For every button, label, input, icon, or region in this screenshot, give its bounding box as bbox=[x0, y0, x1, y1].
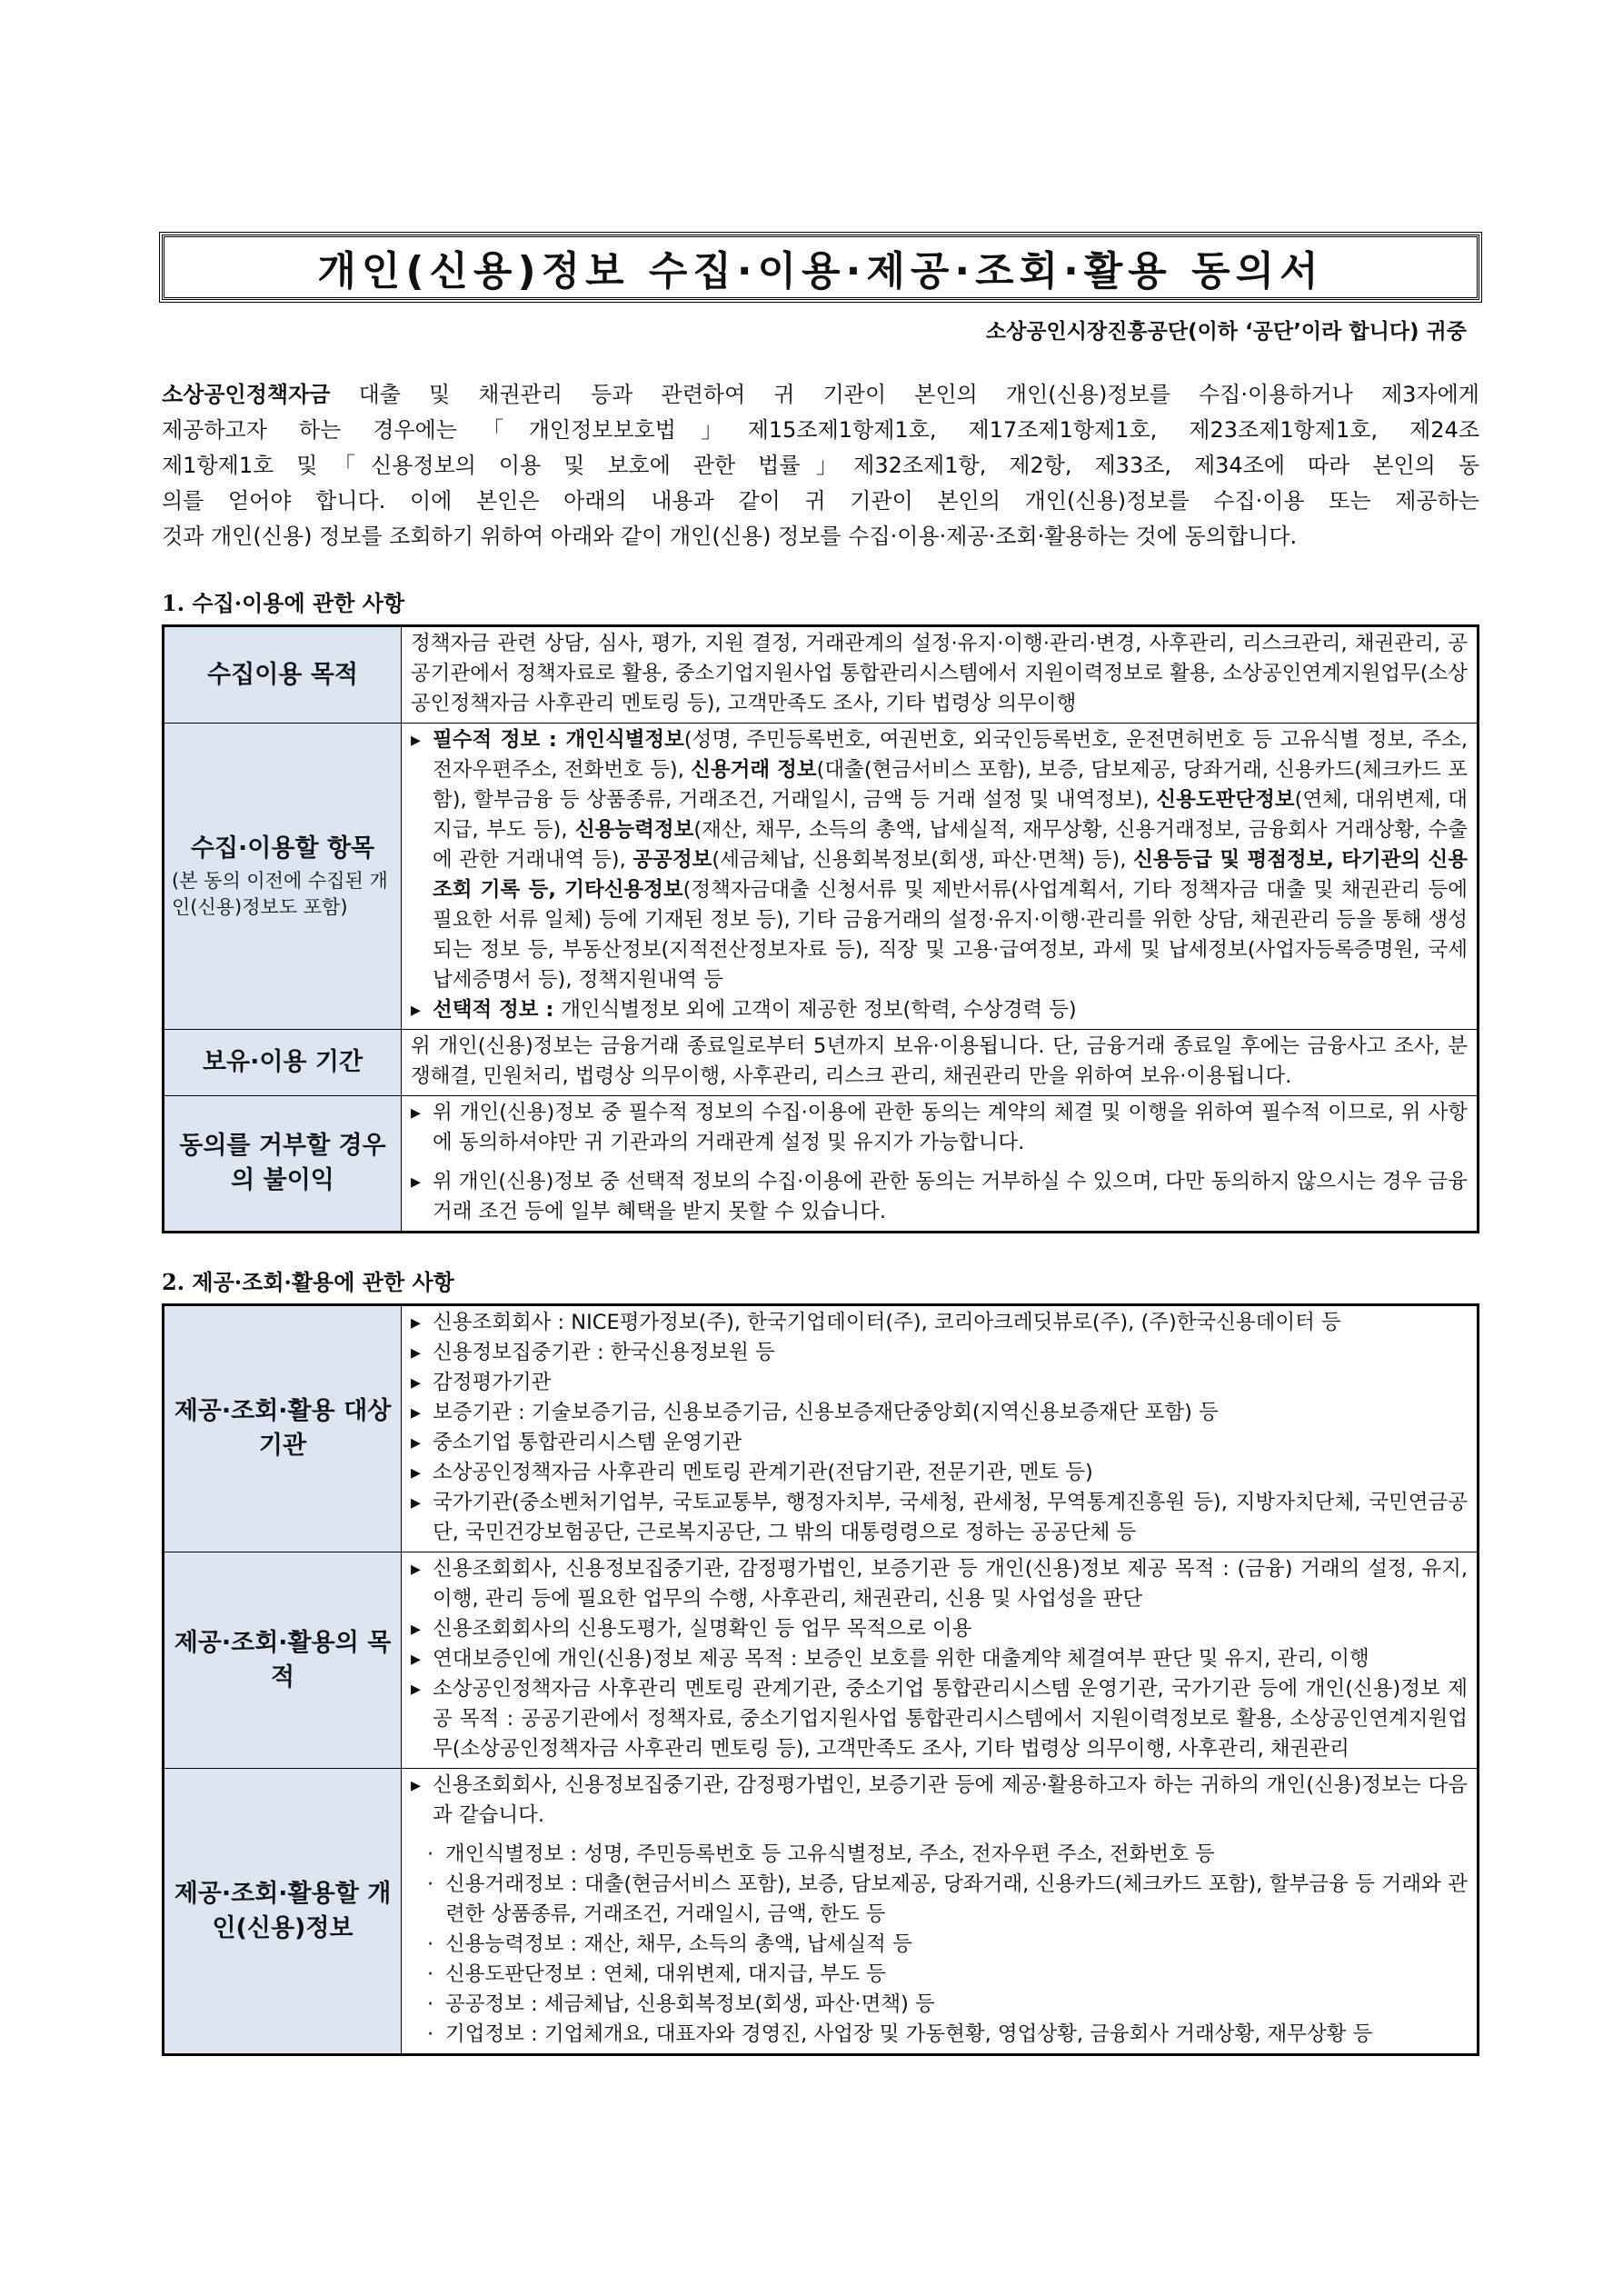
section2-table bbox=[162, 1303, 1479, 2056]
items-content bbox=[402, 724, 1479, 1030]
purpose-item: ▸ 신용조회회사의 신용도평가, 실명확인 등 업무 목적으로 이용 bbox=[411, 1614, 1468, 1644]
document-title bbox=[162, 235, 1479, 300]
required-text-2: (대출(현금서비스 포함), 보증, 담보제공, 당좌거래, 신용카드(체크카드 포함), 할부금융 등 상품종류, 거래조건, 거래일시, 금액 등 거래 설정 및 내역정보), bbox=[433, 758, 1468, 812]
items-label-cell bbox=[164, 724, 402, 1030]
optional-info bbox=[411, 995, 1468, 1025]
info-item: · 공공정보 : 세금체납, 신용회복정보(회생, 파산·면책) 등 bbox=[411, 1990, 1468, 2020]
document-title-text: 개인(신용)정보 수집·이용·제공·조회·활용 동의서 bbox=[317, 248, 1324, 294]
intro-lead: 소상공인정책자금 bbox=[162, 382, 331, 407]
info-item: · 개인식별정보 : 성명, 주민등록번호 등 고유식별정보, 주소, 전자우편 주소, 전화번호 등 bbox=[411, 1840, 1468, 1870]
info-item: · 기업정보 : 기업체개요, 대표자와 경영진, 사업장 및 가동현황, 영업상황, 금융회사 거래상황, 재무상황 등 bbox=[411, 2020, 1468, 2050]
section1-table bbox=[162, 624, 1479, 1233]
provision-info-label: 제공·조회·활용할 개인(신용)정보 bbox=[164, 1769, 402, 2055]
required-title-5: 공공정보 bbox=[632, 848, 712, 872]
required-text-1: (성명, 주민등록번호, 여권번호, 외국인등록번호, 운전면허번호 등 고유식별 정보, 주소, 전자우편주소, 전화번호 등), bbox=[433, 728, 1468, 782]
intro-line-3: 제1항제1호 및「신용정보의 이용 및 보호에 관한 법률」제32조제1항, 제2항, 제33조, 제34조에 따라 본인의 동 bbox=[162, 453, 1479, 478]
section2-heading: 2. 제공·조회·활용에 관한 사항 bbox=[162, 1269, 454, 1295]
target-item: ▸ 중소기업 통합관리시스템 운영기관 bbox=[411, 1428, 1468, 1458]
intro-line-4: 의를 얻어야 합니다. 이에 본인은 아래의 내용과 같이 귀 기관이 본인의 개인(신용)정보를 수집·이용 또는 제공하는 bbox=[162, 488, 1479, 514]
purpose-item: ▸ 연대보증인에 개인(신용)정보 제공 목적 : 보증인 보호를 위한 대출계약 체결여부 판단 및 유지, 관리, 이행 bbox=[411, 1644, 1468, 1674]
targets-content bbox=[402, 1305, 1479, 1552]
intro-line-2: 제공하고자 하는 경우에는「개인정보보호법」제15조제1항제1호, 제17조제1항제1호, 제23조제1항제1호, 제24조 bbox=[162, 417, 1479, 443]
retention-label: 보유·이용 기간 bbox=[164, 1030, 402, 1096]
required-text-3: (연체, 대위변제, 대지급, 부도 등), bbox=[433, 788, 1468, 842]
target-item: ▸ 보증기관 : 기술보증기금, 신용보증기금, 신용보증재단중앙회(지역신용보증재단 포함) 등 bbox=[411, 1398, 1468, 1428]
intro-line-1: 대출 및 채권관리 등과 관련하여 귀 기관이 본인의 개인(신용)정보를 수집·이용하거나 제3자에게 bbox=[330, 382, 1479, 407]
provision-info-content bbox=[402, 1769, 1479, 2055]
table-row bbox=[164, 1030, 1479, 1096]
provision-purpose-label: 제공·조회·활용의 목적 bbox=[164, 1552, 402, 1769]
issuer-line: 소상공인시장진흥공단(이하 ‘공단’이라 합니다) 귀중 bbox=[985, 320, 1467, 344]
intro-line-5: 것과 개인(신용) 정보를 조회하기 위하여 아래와 같이 개인(신용) 정보를 수집·이용·제공·조회·활용하는 것에 동의합니다. bbox=[162, 524, 1298, 549]
required-title-3: 신용도판단정보 bbox=[1156, 788, 1295, 812]
required-info bbox=[411, 725, 1468, 995]
optional-title: 선택적 정보 : bbox=[433, 998, 562, 1022]
table-row bbox=[164, 1769, 1479, 2055]
required-title: 필수적 정보 : 개인식별정보 bbox=[433, 728, 684, 752]
info-intro: ▸ 신용조회회사, 신용정보집중기관, 감정평가법인, 보증기관 등에 제공·활용하고자 하는 귀하의 개인(신용)정보는 다음과 같습니다. bbox=[411, 1771, 1468, 1831]
required-text-6: (정책자금대출 신청서류 및 제반서류(사업계획서, 기타 정책자금 대출 및 채권관리 등에 필요한 서류 일체) 등에 기재된 정보 등), 기타 금융거래의 설정·유지·이행·관리를 위한 상담, 채권관리 등을 통해 생성되는 정보 등, 부동산정보(지적전산정보자료 등), 직장 및 고용·급여정보, 과세 및 납세정보(사업자등록증명원, 국세납세증명서 등), 정책지원내역 등 bbox=[433, 878, 1468, 992]
target-item: ▸ 신용조회회사 : NICE평가정보(주), 한국기업데이터(주), 코리아크레딧뷰로(주), (주)한국신용데이터 등 bbox=[411, 1308, 1468, 1338]
provision-purpose-content bbox=[402, 1552, 1479, 1769]
refusal-content bbox=[402, 1096, 1479, 1233]
refusal-label: 동의를 거부할 경우의 불이익 bbox=[164, 1096, 402, 1233]
items-label: 수집·이용할 항목 bbox=[190, 834, 375, 863]
refusal-item-1: ▸ 위 개인(신용)정보 중 필수적 정보의 수집·이용에 관한 동의는 계약의 체결 및 이행을 위하여 필수적 이므로, 위 사항에 동의하셔야만 귀 기관과의 거래관계 설정 및 유지가 가능합니다. bbox=[411, 1098, 1468, 1158]
items-sublabel: (본 동의 이전에 수집된 개인(신용)정보도 포함) bbox=[172, 870, 388, 918]
required-title-6: 신용등급 및 평점정보, 타기관의 신용조회 기록 등, 기타신용정보 bbox=[433, 848, 1469, 902]
required-text-5: (세금체납, 신용회복정보(회생, 파산·면책) 등), bbox=[712, 848, 1134, 872]
table-row bbox=[164, 1096, 1479, 1233]
info-item: · 신용도판단정보 : 연체, 대위변제, 대지급, 부도 등 bbox=[411, 1960, 1468, 1990]
info-item: · 신용거래정보 : 대출(현금서비스 포함), 보증, 담보제공, 당좌거래, 신용카드(체크카드 포함), 할부금융 등 거래와 관련한 상품종류, 거래조건, 거래일시, 금액, 한도 등 bbox=[411, 1870, 1468, 1930]
table-row bbox=[164, 1305, 1479, 1552]
table-row bbox=[164, 724, 1479, 1030]
intro-paragraph bbox=[162, 377, 1479, 554]
target-item: ▸ 감정평가기관 bbox=[411, 1368, 1468, 1398]
consent-form bbox=[162, 235, 1479, 2056]
required-title-2: 신용거래 정보 bbox=[691, 758, 817, 782]
purpose-label: 수집이용 목적 bbox=[164, 626, 402, 724]
purpose-item: ▸ 소상공인정책자금 사후관리 멘토링 관계기관, 중소기업 통합관리시스템 운영기관, 국가기관 등에 개인(신용)정보 제공 목적 : 공공기관에서 정책자료, 중소기업지원사업 통합관리시스템에서 지원이력정보로 활용, 소상공인연계지원업무(소상공인정책자금 사후관리 멘토링 등), 고객만족도 조사, 기타 법령상 의무이행, 사후관리, 채권관리 bbox=[411, 1674, 1468, 1764]
optional-text: 개인식별정보 외에 고객이 제공한 정보(학력, 수상경력 등) bbox=[561, 998, 1077, 1022]
required-text-4: (재산, 채무, 소득의 총액, 납세실적, 재무상황, 신용거래정보, 금융회사 거래상황, 수출에 관한 거래내역 등), bbox=[433, 818, 1468, 872]
purpose-text: 정책자금 관련 상담, 심사, 평가, 지원 결정, 거래관계의 설정·유지·이행·관리·변경, 사후관리, 리스크관리, 채권관리, 공공기관에서 정책자료로 활용, 중소기업지원사업 통합관리시스템에서 지원이력정보로 활용, 소상공인연계지원업무(소상공인정책자금 사후관리 멘토링 등), 고객만족도 조사, 기타 법령상 의무이행 bbox=[402, 626, 1479, 724]
targets-label: 제공·조회·활용 대상 기관 bbox=[164, 1305, 402, 1552]
refusal-item-2: ▸ 위 개인(신용)정보 중 선택적 정보의 수집·이용에 관한 동의는 거부하실 수 있으며, 다만 동의하지 않으시는 경우 금융거래 조건 등에 일부 혜택을 받지 못할 수 있습니다. bbox=[411, 1167, 1468, 1227]
table-row bbox=[164, 626, 1479, 724]
table-row bbox=[164, 1552, 1479, 1769]
target-item: ▸ 신용정보집중기관 : 한국신용정보원 등 bbox=[411, 1338, 1468, 1368]
info-item: · 신용능력정보 : 재산, 채무, 소득의 총액, 납세실적 등 bbox=[411, 1930, 1468, 1960]
required-title-4: 신용능력정보 bbox=[574, 818, 694, 842]
target-item: ▸ 국가기관(중소벤처기업부, 국토교통부, 행정자치부, 국세청, 관세청, 무역통계진흥원 등), 지방자치단체, 국민연금공단, 국민건강보험공단, 근로복지공단, 그 밖의 대통령령으로 정하는 공공단체 등 bbox=[411, 1488, 1468, 1548]
retention-text: 위 개인(신용)정보는 금융거래 종료일로부터 5년까지 보유·이용됩니다. 단, 금융거래 종료일 후에는 금융사고 조사, 분쟁해결, 민원처리, 법령상 의무이행, 사후관리, 리스크 관리, 채권관리 만을 위하여 보유·이용됩니다. bbox=[402, 1030, 1479, 1096]
target-item: ▸ 소상공인정책자금 사후관리 멘토링 관계기관(전담기관, 전문기관, 멘토 등) bbox=[411, 1458, 1468, 1488]
section1-heading: 1. 수집·이용에 관한 사항 bbox=[162, 590, 405, 616]
purpose-item: ▸ 신용조회회사, 신용정보집중기관, 감정평가법인, 보증기관 등 개인(신용)정보 제공 목적 : (금융) 거래의 설정, 유지, 이행, 관리 등에 필요한 업무의 수행, 사후관리, 채권관리, 신용 및 사업성을 판단 bbox=[411, 1554, 1468, 1614]
